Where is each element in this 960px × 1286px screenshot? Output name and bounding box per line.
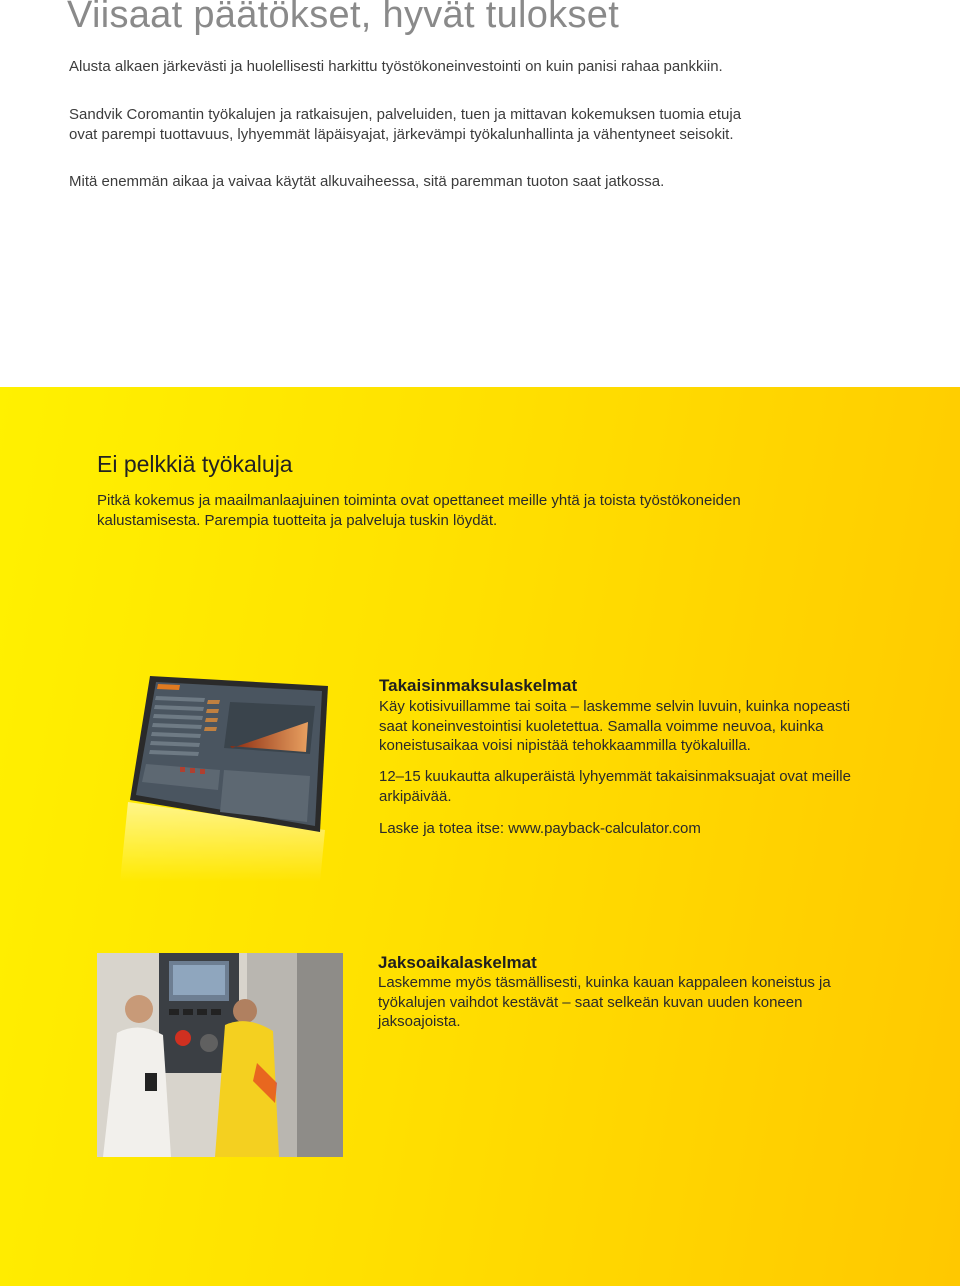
calculator-screen-image xyxy=(120,672,350,892)
payback-paragraph-1: Käy kotisivuillamme tai soita – laskemme selvin luvuin, kuinka nopeasti saat koneinvestointisi kuoletettua. Samalla voimme neuvoa, kuinka koneistusaikaa voisi nipistää tehokkaammilla työkaluilla. xyxy=(379,698,851,754)
cycle-time-paragraph: Laskemme myös täsmällisesti, kuinka kauan kappaleen koneistus ja työkalujen vaihdot kestävät – saat selkeän kuvan uuden koneen jaksoajoista. xyxy=(378,974,831,1030)
page-title: Viisaat päätökset, hyvät tulokset xyxy=(67,0,620,36)
cycle-time-title: Jaksoaikalaskelmat xyxy=(378,953,537,972)
section-text: Pitkä kokemus ja maailmanlaajuinen toiminta ovat opettaneet meille yhtä ja toista työstökoneiden kalustamisesta. Parempia tuotteita ja palveluja tuskin löydät. xyxy=(97,492,741,529)
machine-operators-photo xyxy=(97,953,343,1157)
payback-paragraph-2: 12–15 kuukautta alkuperäistä lyhyemmät takaisinmaksuajat ovat meille arkipäivää. xyxy=(379,768,851,805)
payback-paragraph-3: Laske ja totea itse: www.payback-calculator.com xyxy=(379,820,701,837)
payback-title: Takaisinmaksulaskelmat xyxy=(379,676,578,695)
intro-paragraph-2: Sandvik Coromantin työkalujen ja ratkaisujen, palveluiden, tuen ja mittavan kokemuksen tuomia etuja ovat parempi tuottavuus, lyhyemmät läpäisyajat, järkevämpi työkalunhallinta ja vähentyneet seisokit. xyxy=(69,106,742,143)
intro-paragraph-3: Mitä enemmän aikaa ja vaivaa käytät alkuvaiheessa, sitä paremman tuoton saat jatkossa. xyxy=(69,173,665,190)
section-title: Ei pelkkiä työkaluja xyxy=(97,451,293,477)
intro-paragraph-1: Alusta alkaen järkevästi ja huolellisesti harkittu työstökoneinvestointi on kuin panisi rahaa pankkiin. xyxy=(69,58,723,75)
